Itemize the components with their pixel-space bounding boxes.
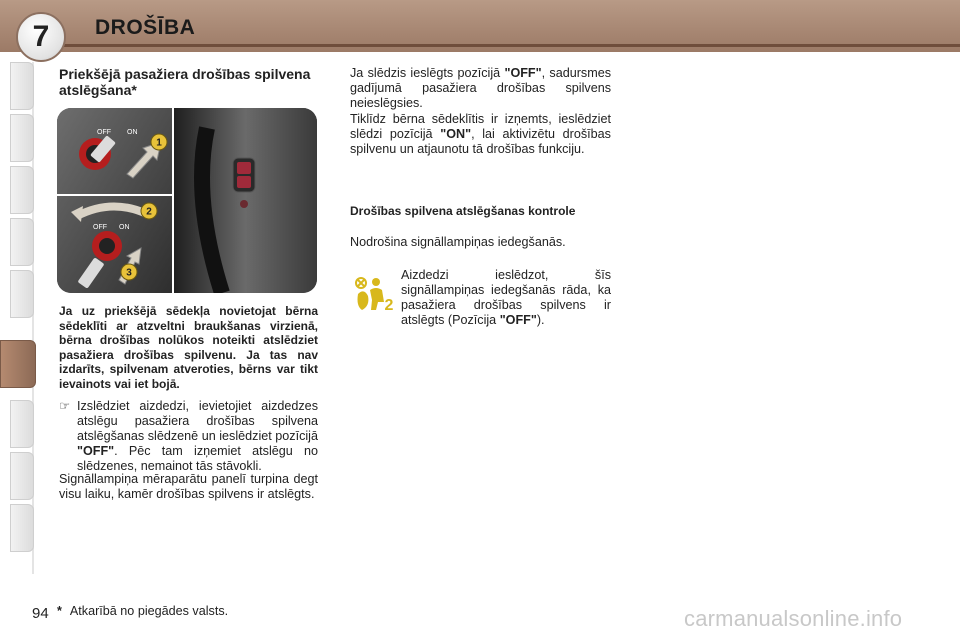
airbag-switch-illustration bbox=[57, 108, 317, 293]
footnote-text: Atkarībā no piegādes valsts. bbox=[69, 604, 229, 618]
off-position-paragraph bbox=[350, 66, 611, 111]
instruction-text bbox=[77, 399, 318, 474]
switch-label-off: OFF bbox=[97, 129, 111, 136]
header-rule bbox=[60, 44, 960, 47]
footnote bbox=[57, 604, 228, 618]
text-highlight: "ON" bbox=[440, 127, 472, 141]
switch-label-off-2: OFF bbox=[93, 224, 107, 231]
text-part: Aizdedzi ieslēdzot, šīs signāllampiņas iedegšanās rāda, ka pasažiera drošības spilvens ir atslēgts (Pozīcija bbox=[401, 268, 611, 327]
text-highlight: "OFF" bbox=[504, 66, 542, 80]
chapter-tab[interactable] bbox=[10, 218, 34, 266]
instruction-text-part: . Pēc tam izņemiet atslēgu no slēdzenes, nemainot tās stāvokli. bbox=[77, 444, 318, 473]
subsection-title: Drošības spilvena atslēgšanas kontrole bbox=[350, 204, 576, 218]
figure-marker-2: 2 bbox=[146, 206, 152, 218]
control-paragraph: Nodrošina signāllampiņas iedegšanās. bbox=[350, 235, 566, 249]
airbag-off-lamp-paragraph bbox=[401, 268, 611, 328]
text-part: ). bbox=[536, 313, 545, 327]
signal-lamp-paragraph: Signāllampiņa mēraparātu panelī turpina degt visu laiku, kamēr drošības spilvens ir atslēgts. bbox=[59, 472, 318, 501]
chapter-number-badge: 7 bbox=[16, 12, 66, 62]
text-part: Ja slēdzis ieslēgts pozīcijā bbox=[350, 66, 505, 80]
instruction-highlight: "OFF" bbox=[77, 444, 115, 458]
text-part: , lai aktivizētu drošības spilvenu un atjaunotu tā drošības funkciju. bbox=[350, 127, 611, 156]
page-number: 94 bbox=[32, 605, 49, 622]
chapter-tab[interactable] bbox=[10, 62, 34, 110]
site-watermark: carmanualsonline.info bbox=[684, 606, 903, 631]
text-highlight: "OFF" bbox=[499, 313, 537, 327]
airbag-off-warning-icon bbox=[352, 276, 394, 314]
hand-pointer-icon: ☞ bbox=[59, 399, 71, 413]
chapter-tab[interactable] bbox=[10, 114, 34, 162]
section-title: Priekšējā pasažiera drošības spilvena atslēgšana* bbox=[59, 66, 311, 98]
svg-text:2: 2 bbox=[384, 297, 394, 314]
instruction-text-part: Izslēdziet aizdedzi, ievietojiet aizdedzes atslēgu pasažiera drošības spilvena atslēgšanas slēdzenē un ieslēdziet pozīcijā bbox=[77, 399, 318, 443]
instruction-bullet bbox=[59, 399, 318, 474]
figure-marker-3: 3 bbox=[126, 267, 132, 279]
chapter-tab[interactable] bbox=[10, 452, 34, 500]
footnote-marker: * bbox=[57, 604, 62, 618]
switch-label-on-2: ON bbox=[119, 224, 130, 231]
on-position-paragraph bbox=[350, 112, 611, 157]
chapter-tab[interactable] bbox=[10, 504, 34, 552]
switch-label-on: ON bbox=[127, 129, 138, 136]
chapter-tab[interactable] bbox=[10, 166, 34, 214]
chapter-tab-active[interactable] bbox=[0, 340, 36, 388]
chapter-tab[interactable] bbox=[10, 400, 34, 448]
figure-marker-1: 1 bbox=[156, 137, 162, 149]
chapter-tab[interactable] bbox=[10, 270, 34, 318]
text-part: , sadursmes gadījumā pasažiera drošības spilvens neieslēgsies. bbox=[350, 66, 611, 110]
chapter-tabs bbox=[0, 62, 34, 582]
chapter-title: DROŠĪBA bbox=[95, 16, 196, 39]
child-seat-warning: Ja uz priekšējā sēdekļa novietojat bērna sēdeklīti ar atzveltni braukšanas virzienā, bērna drošības nolūkos noteikti atslēdziet pasažiera drošības spilvenu. Ja tas nav izdarīts, spilvenam atveroties, bērns var tikt ievainots vai iet bojā. bbox=[59, 304, 318, 391]
airbag-switch-figure bbox=[57, 108, 317, 293]
text-part: Tiklīdz bērna sēdeklītis ir izņemts, ieslēdziet slēdzi pozīcijā bbox=[350, 112, 611, 141]
